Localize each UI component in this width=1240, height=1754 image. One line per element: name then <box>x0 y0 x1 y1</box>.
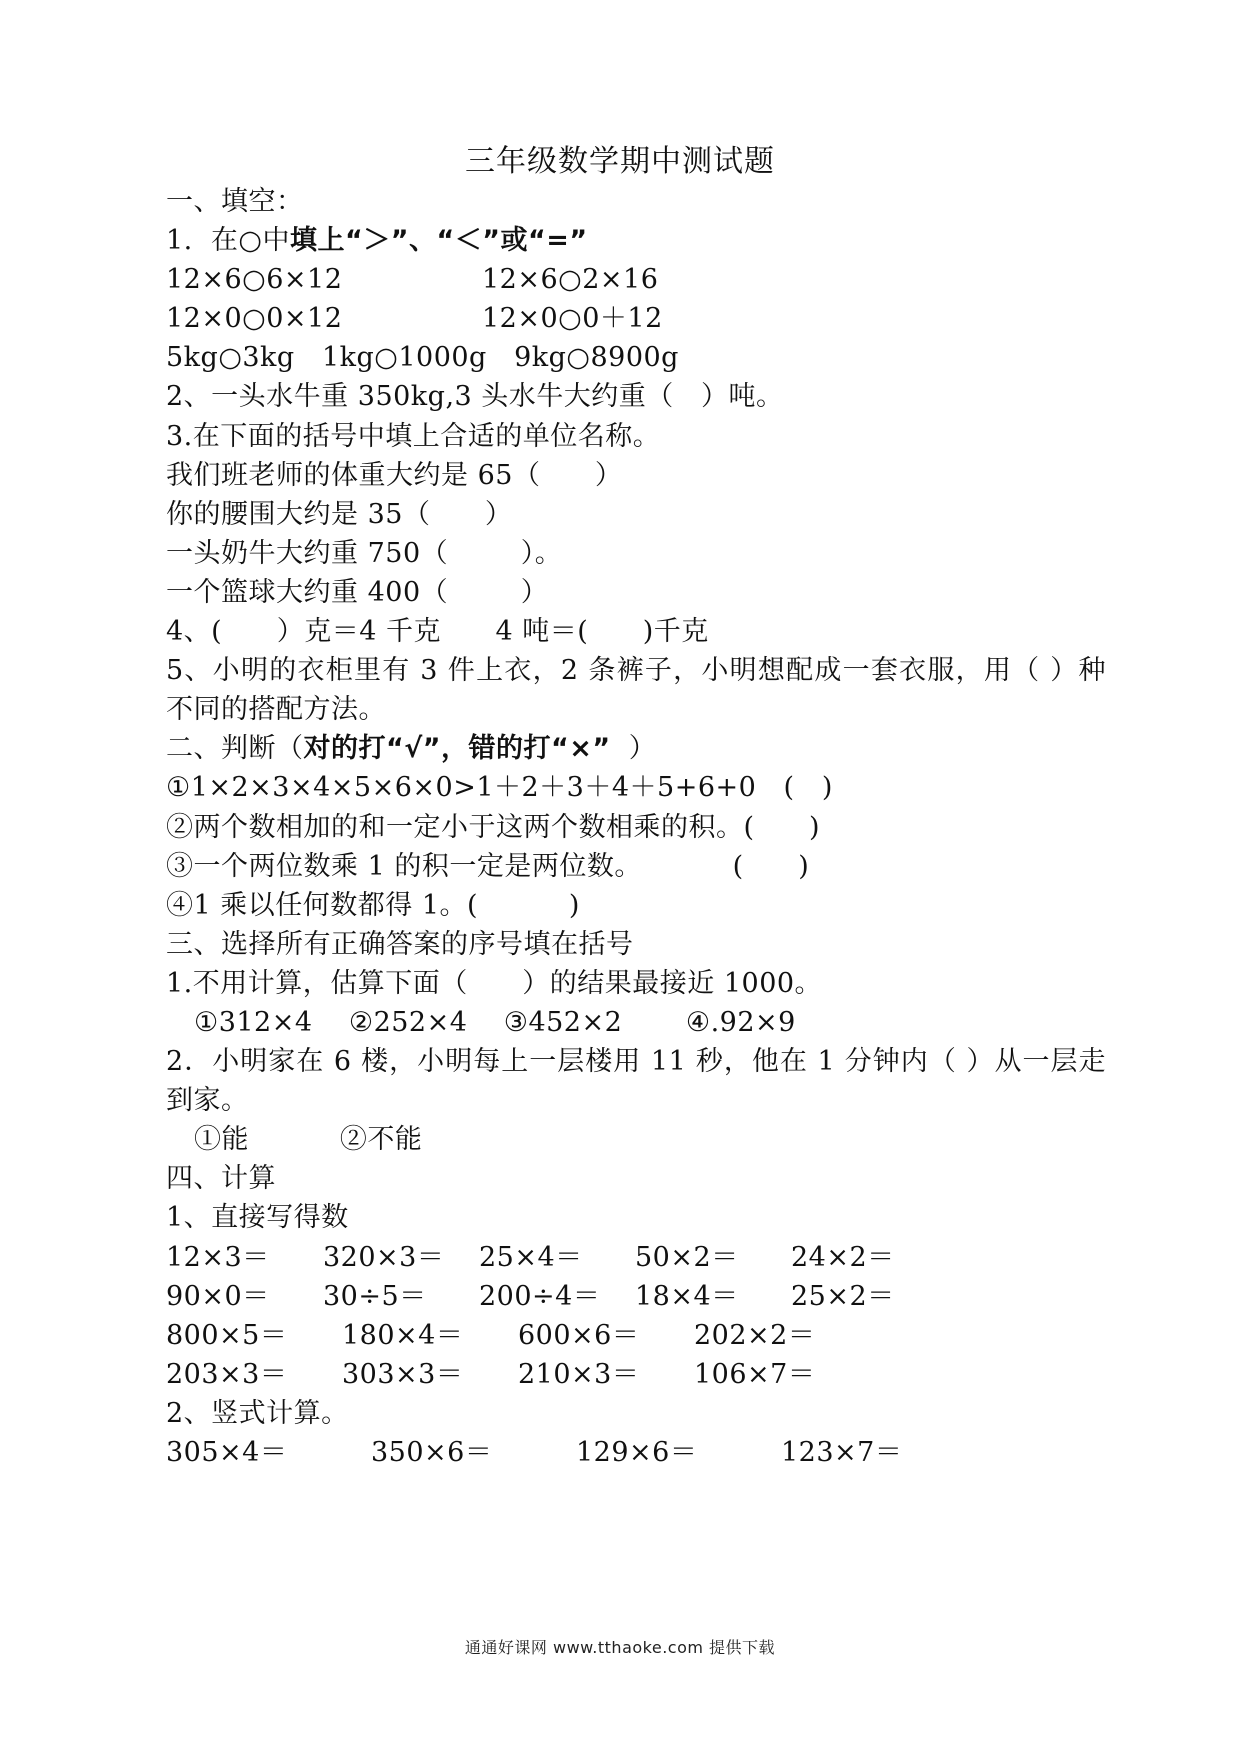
calc-item: 305×4＝ <box>166 1437 288 1468</box>
q1-4: 4、( ）克＝4 千克 4 吨＝( )千克 <box>166 616 709 648</box>
choice-q2-options: ①能 ②不能 <box>194 1124 423 1156</box>
compare-item: 12×0○0×12 <box>166 303 343 335</box>
section-1-heading: 一、填空： <box>166 186 304 217</box>
q1-1-row-3: 5kg○3kg 1kg○1000g 9kg○8900g <box>166 342 679 374</box>
section-4-heading: 四、计算 <box>166 1163 276 1195</box>
exam-content <box>166 182 1106 1472</box>
calc-row-3 <box>166 1316 1106 1355</box>
section-2-heading-bold: 对的打“√”，错的打“×” <box>303 733 611 765</box>
calc-item: 24×2＝ <box>791 1241 895 1273</box>
calc-item: 106×7＝ <box>694 1358 816 1390</box>
q1-3-a: 我们班老师的体重大约是 65（ ） <box>166 459 623 491</box>
calc-row-4 <box>166 1355 1106 1394</box>
calc-item: 203×3＝ <box>166 1358 288 1390</box>
q1-1-row-1 <box>166 260 1106 299</box>
choice-q2: 2．小明家在 6 楼，小明每上一层楼用 11 秒，他在 1 分钟内（ ）从一层走到家。 <box>166 1046 1106 1117</box>
judge-item-3: ③一个两位数乘 1 的积一定是两位数。 ( ) <box>166 850 810 882</box>
choice-q1: 1.不用计算，估算下面（ ）的结果最接近 1000。 <box>166 967 823 999</box>
calc-item: 180×4＝ <box>342 1319 464 1351</box>
q1-3-d: 一个篮球大约重 400（ ） <box>166 576 549 608</box>
calc-row-1 <box>166 1238 1106 1277</box>
compare-item: 12×6○6×12 <box>166 264 343 296</box>
calc-item: 200÷4＝ <box>479 1280 601 1312</box>
calc-item: 210×3＝ <box>518 1358 640 1390</box>
calc-item: 90×0＝ <box>166 1280 270 1312</box>
calc-item: 123×7＝ <box>781 1437 903 1468</box>
calc-part-2-heading: 2、竖式计算。 <box>166 1397 349 1429</box>
calc-item: 25×2＝ <box>791 1280 895 1312</box>
judge-item-2: ②两个数相加的和一定小于这两个数相乘的积。( ) <box>166 811 821 843</box>
calc-item: 12×3＝ <box>166 1241 270 1273</box>
calc-item: 129×6＝ <box>576 1437 698 1468</box>
page-title: 三年级数学期中测试题 <box>465 144 775 179</box>
q1-5: 5、小明的衣柜里有 3 件上衣，2 条裤子，小明想配成一套衣服，用（ ）种不同的搭配方法。 <box>166 655 1106 726</box>
q1-1-prompt <box>166 221 1106 260</box>
q1-3-c: 一头奶牛大约重 750（ ）。 <box>166 537 563 569</box>
calc-item: 50×2＝ <box>635 1241 739 1273</box>
q1-3-b: 你的腰围大约是 35（ ） <box>166 498 513 530</box>
calc-item: 800×5＝ <box>166 1319 288 1351</box>
calc-item: 202×2＝ <box>694 1319 816 1351</box>
judge-item-1: ①1×2×3×4×5×6×0>1＋2＋3＋4＋5+6+0 ( ) <box>166 772 833 804</box>
calc-row-2 <box>166 1277 1106 1316</box>
q1-1-label: 1. 在○中 <box>166 225 290 257</box>
calc-item: 600×6＝ <box>518 1319 640 1351</box>
calc-item: 320×3＝ <box>323 1241 445 1273</box>
vertical-calc-row <box>166 1433 1106 1472</box>
section-2-heading-start: 二、判断（ <box>166 733 304 765</box>
q1-1-row-2 <box>166 299 1106 338</box>
calc-part-1-heading: 1、直接写得数 <box>166 1202 349 1234</box>
compare-item: 12×0○0＋12 <box>482 303 663 335</box>
section-2-heading <box>166 729 1106 768</box>
calc-item: 25×4＝ <box>479 1241 583 1273</box>
q1-1-label-bold: 填上“＞”、“＜”或“=” <box>290 225 588 257</box>
q1-2: 2、一头水牛重 350kg,3 头水牛大约重（ ）吨。 <box>166 381 784 413</box>
compare-item: 12×6○2×16 <box>482 264 659 296</box>
calc-item: 18×4＝ <box>635 1280 739 1312</box>
section-2-heading-end: ） <box>610 733 657 765</box>
calc-item: 30÷5＝ <box>323 1280 427 1312</box>
section-3-heading: 三、选择所有正确答案的序号填在括号 <box>166 928 634 960</box>
calc-item: 303×3＝ <box>342 1358 464 1390</box>
judge-item-4: ④1 乘以任何数都得 1。( ) <box>166 889 580 921</box>
footer-credit: 通通好课网 www.tthaoke.com 提供下载 <box>464 1638 776 1657</box>
choice-q1-options: ①312×4 ②252×4 ③452×2 ④.92×9 <box>194 1006 796 1038</box>
q1-3-prompt: 3.在下面的括号中填上合适的单位名称。 <box>166 420 661 452</box>
calc-item: 350×6＝ <box>371 1437 493 1468</box>
